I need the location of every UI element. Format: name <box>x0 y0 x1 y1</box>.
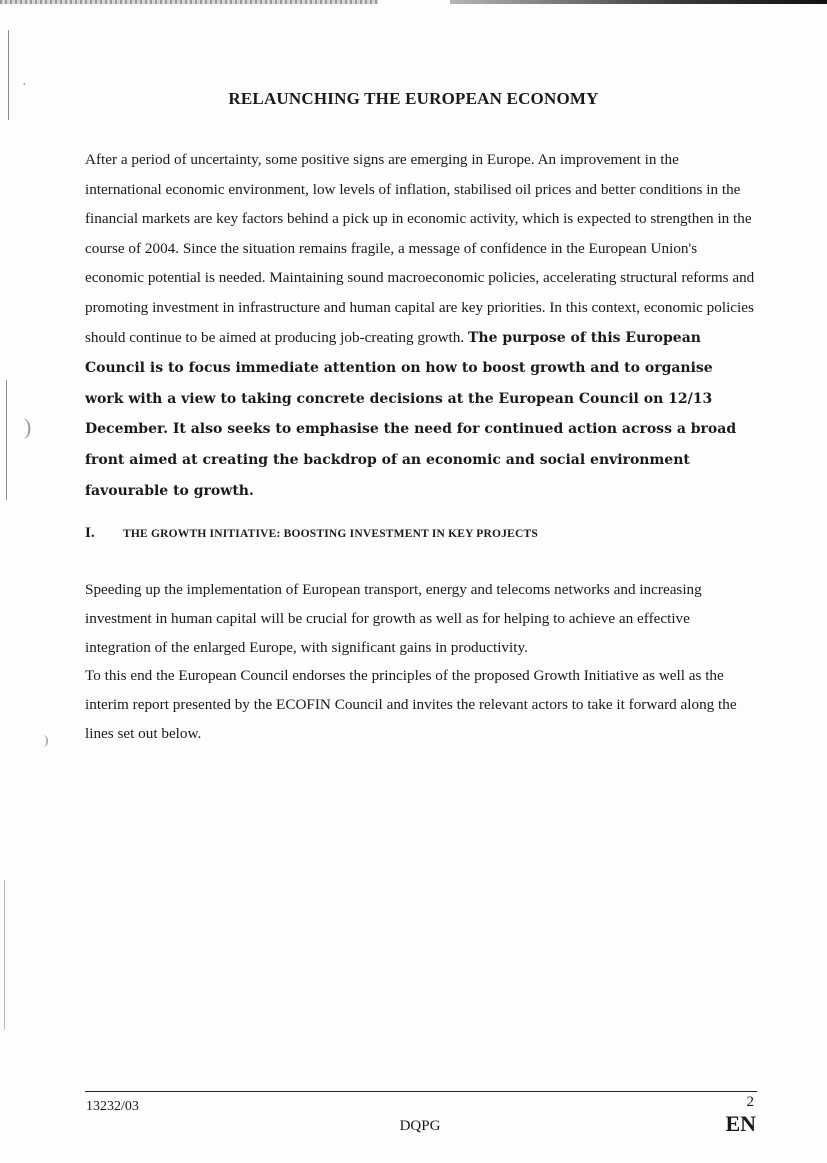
section-heading <box>85 525 538 542</box>
footer-divider <box>85 1091 757 1092</box>
section-paragraph: To this end the European Council endorses the principles of the proposed Growth Initiative as well as the interim report presented by the ECOFIN Council and invites the relevant actors to take it forward along the lines set out below. <box>85 667 737 743</box>
intro-paragraph <box>85 145 755 506</box>
intro-bold-text: The purpose of this European Council is to focus immediate attention on how to boost growth and to organise work with a view to taking concrete decisions at the European Council on 12/13 December. It also seeks to emphasise the need for continued action across a broad front aimed at creating the backdrop of an economic and social environment favourable to growth. <box>85 329 737 499</box>
language-code: EN <box>725 1111 756 1136</box>
scan-artifact-top-left <box>0 0 378 4</box>
department-code: DQPG <box>399 1118 441 1134</box>
document-reference: 13232/03 <box>86 1099 139 1114</box>
scan-artifact-top-right <box>450 0 827 4</box>
page-number: 2 <box>746 1094 754 1110</box>
section-paragraph: Speeding up the implementation of European transport, energy and telecoms networks and increasing investment in human capital will be crucial for growth as well as for helping to achieve an effective integration of the enlarged Europe, with significant gains in productivity. <box>85 581 702 657</box>
scan-mark: ) <box>44 732 49 747</box>
section-number: I. <box>85 525 95 541</box>
scan-artifact-edge <box>6 380 7 500</box>
page-title: RELAUNCHING THE EUROPEAN ECONOMY <box>228 89 599 108</box>
scan-mark: ) <box>24 414 32 439</box>
scan-mark: · <box>22 78 27 93</box>
section-title: THE GROWTH INITIATIVE: BOOSTING INVESTMENT IN KEY PROJECTS <box>123 528 538 540</box>
intro-text: After a period of uncertainty, some positive signs are emerging in Europe. An improvement in the international economic environment, low levels of inflation, stabilised oil prices and better conditions in the financial markets are key factors behind a pick up in economic activity, which is expected to strengthen in the course of 2004. Since the situation remains fragile, a message of confidence in the European Union's economic potential is needed. Maintaining sound macroeconomic policies, accelerating structural reforms and promoting investment in infrastructure and human capital are key priorities. In this context, economic policies should continue to be aimed at producing job-creating growth. <box>85 151 755 346</box>
scan-artifact-edge <box>4 880 5 1030</box>
